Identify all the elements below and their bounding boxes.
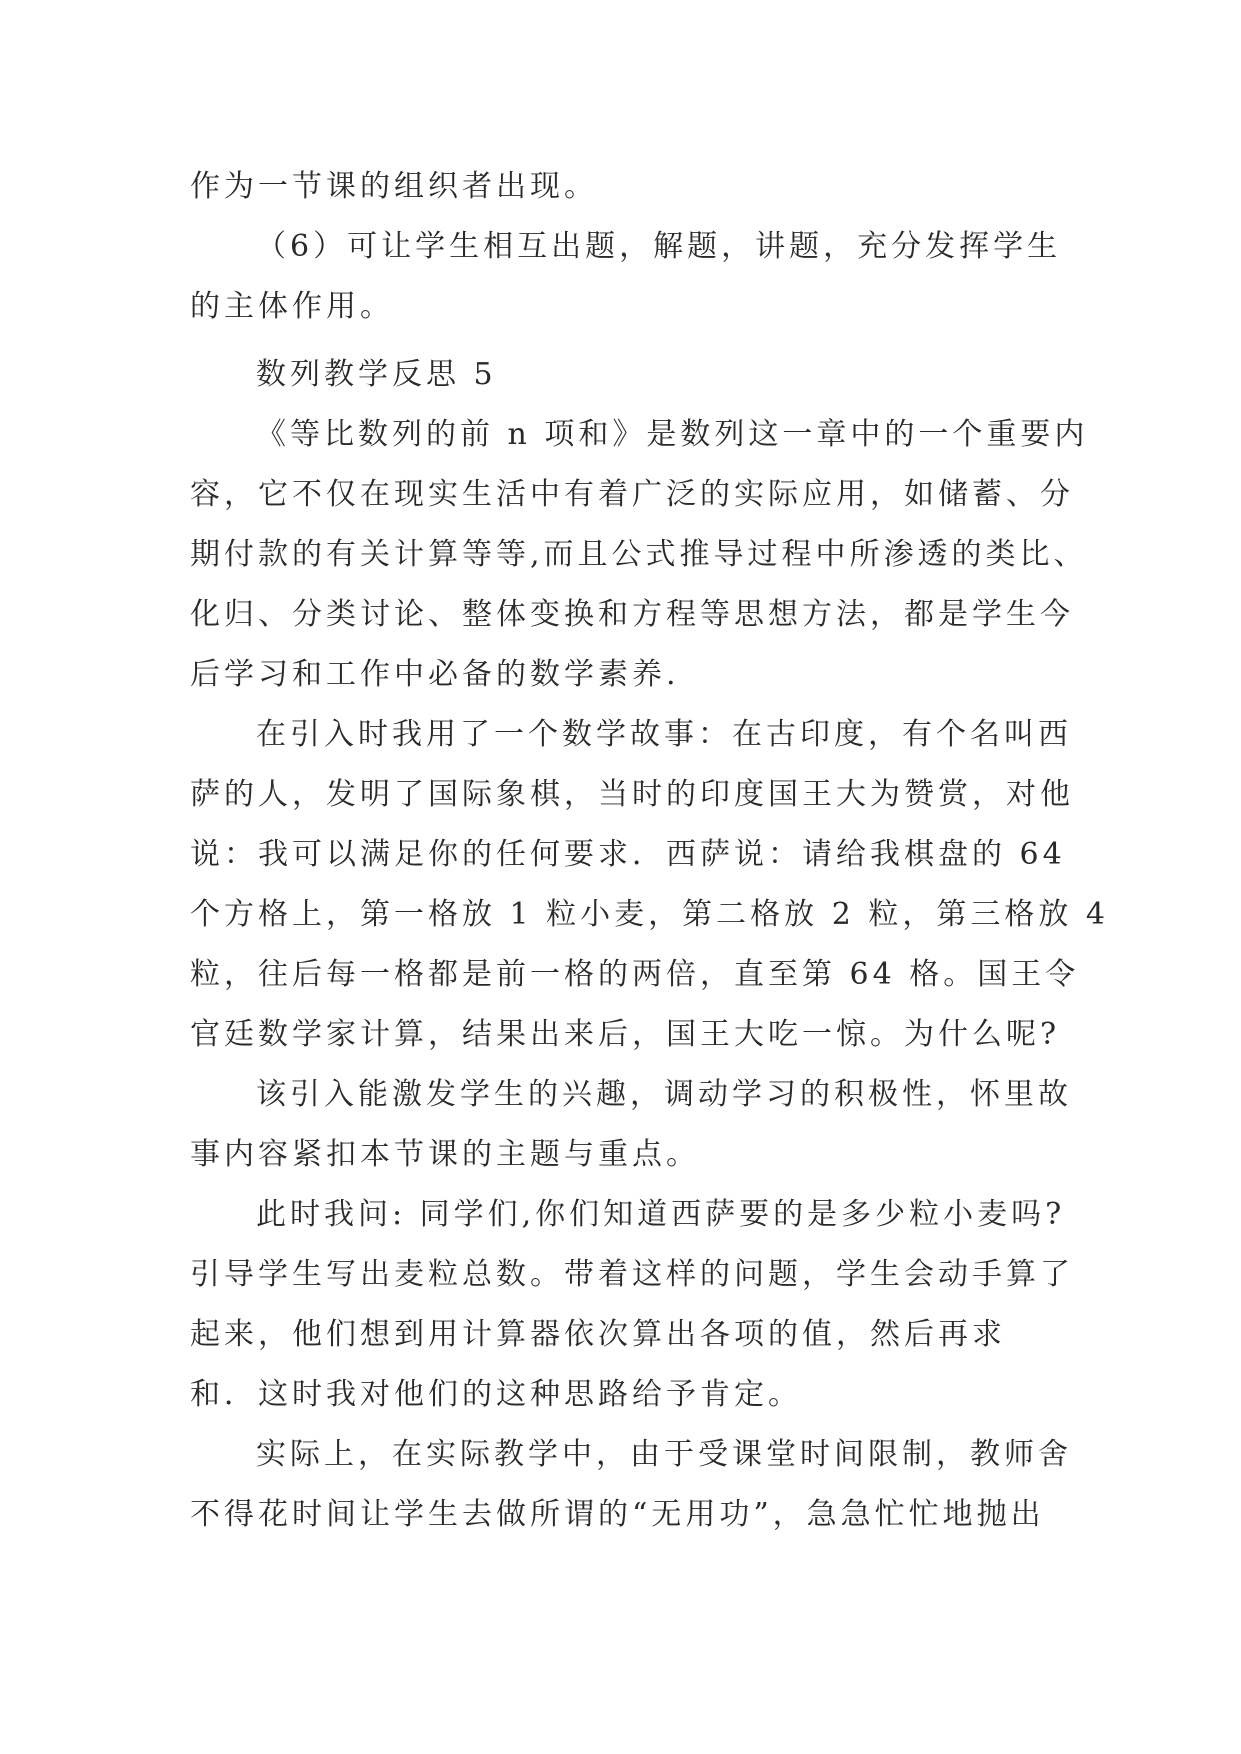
text-line: 不得花时间让学生去做所谓的“无用功”，急急忙忙地抛出	[190, 1497, 1045, 1532]
text-line: 起来，他们想到用计算器依次算出各项的值，然后再求	[190, 1317, 1006, 1352]
section-heading-block	[190, 345, 1052, 405]
text-line: 粒，往后每一格都是前一格的两倍，直至第 64 格。国王令	[190, 957, 1080, 992]
text-line: （6）可让学生相互出题，解题，讲题，充分发挥学生	[256, 229, 1062, 264]
text-line: 此时我问: 同学们,你们知道西萨要的是多少粒小麦吗?	[256, 1197, 1066, 1232]
text-line: 作为一节课的组织者出现。	[190, 169, 598, 204]
text-line: 容，它不仅在现实生活中有着广泛的实际应用，如储蓄、分	[190, 477, 1074, 512]
text-line: 在引入时我用了一个数学故事：在古印度，有个名叫西	[256, 717, 1072, 752]
text-line: 萨的人，发明了国际象棋，当时的印度国王大为赞赏，对他	[190, 777, 1074, 812]
text-line: 期付款的有关计算等等,而且公式推导过程中所渗透的类比、	[190, 537, 1088, 572]
text-line: 《等比数列的前 n 项和》是数列这一章中的一个重要内	[256, 417, 1089, 452]
text-line: 官廷数学家计算，结果出来后，国王大吃一惊。为什么呢?	[190, 1017, 1061, 1052]
text-line: 事内容紧扣本节课的主题与重点。	[190, 1137, 700, 1172]
paragraph-block-top	[190, 157, 1062, 337]
text-line: 的主体作用。	[190, 289, 394, 324]
text-line: 后学习和工作中必备的数学素养.	[190, 657, 680, 692]
section-heading: 数列教学反思 5	[256, 357, 497, 392]
paragraph-block-main	[190, 405, 1109, 1545]
text-line: 实际上，在实际教学中，由于受课堂时间限制，教师舍	[256, 1437, 1072, 1472]
text-line: 化归、分类讨论、整体变换和方程等思想方法，都是学生今	[190, 597, 1074, 632]
text-line: 和．这时我对他们的这种思路给予肯定。	[190, 1377, 802, 1412]
text-line: 该引入能激发学生的兴趣，调动学习的积极性，怀里故	[256, 1077, 1072, 1112]
text-line: 说：我可以满足你的任何要求．西萨说：请给我棋盘的 64	[190, 837, 1066, 872]
text-line: 个方格上，第一格放 1 粒小麦，第二格放 2 粒，第三格放 4	[190, 897, 1109, 932]
text-line: 引导学生写出麦粒总数。带着这样的问题，学生会动手算了	[190, 1257, 1074, 1292]
